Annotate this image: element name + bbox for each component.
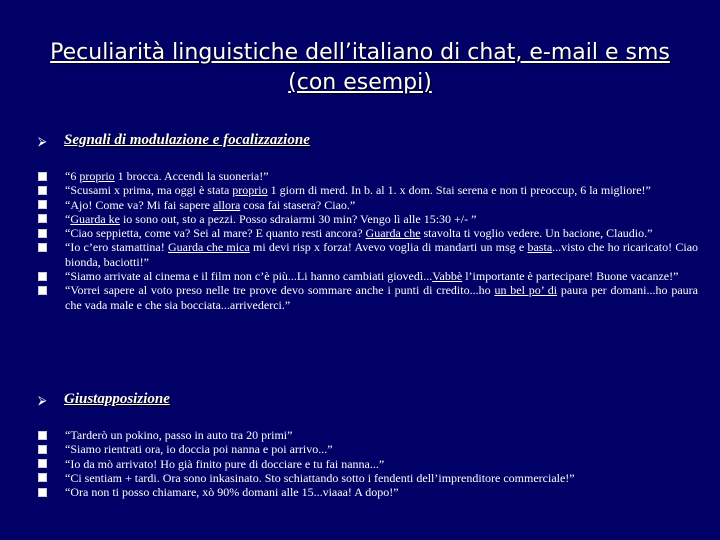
square-bullet-icon xyxy=(38,488,47,497)
arrow-bullet-icon: ⮚ xyxy=(38,392,47,407)
arrow-bullet-icon: ⮚ xyxy=(38,133,47,148)
list-item xyxy=(38,471,698,485)
list-item-text: “Ajo! Come va? Mi fai sapere allora cosa fai stasera? Ciao.” xyxy=(65,197,356,212)
square-bullet-icon xyxy=(38,286,47,295)
list-item xyxy=(38,183,698,197)
list-item-text: “Tarderò un pokino, passo in auto tra 20 primi” xyxy=(65,428,293,442)
list-item xyxy=(38,442,698,456)
slide-title xyxy=(40,38,680,98)
slide-title-line2: (con esempi) xyxy=(288,70,432,95)
list-item-text: “Scusami x prima, ma oggi è stata proprio 1 giorn di merd. In b. al 1. x dom. Stai serena e non ti preoccup, 6 la migliore!” xyxy=(65,183,651,198)
list-item xyxy=(38,428,698,442)
list-item-text: “Io c’ero stamattina! Guarda che mica mi devi risp x forza! Avevo voglia di mandarti un msg e basta...visto che ho ricaricato! Ciao bionda, baciotti!” xyxy=(65,240,699,269)
section-header xyxy=(38,391,698,408)
list-item-text: “Siamo arrivate al cinema e il film non c’è più...Li hanno cambiati giovedì...Vabbè l’importante è partecipare! Buone vacanze!” xyxy=(65,269,679,284)
square-bullet-icon xyxy=(38,272,47,281)
list-item xyxy=(38,457,698,471)
list-item xyxy=(38,169,698,183)
list-item xyxy=(38,226,698,240)
section-modulazione xyxy=(38,132,698,312)
square-bullet-icon xyxy=(38,459,47,468)
square-bullet-icon xyxy=(38,473,47,482)
list-item xyxy=(38,240,698,269)
square-bullet-icon xyxy=(38,186,47,195)
square-bullet-icon xyxy=(38,431,47,440)
list-item-text: “Io da mò arrivato! Ho già finito pure di docciare e tu fai nanna...” xyxy=(65,456,385,471)
list-item-text: “Siamo rientrati ora, io doccia poi nanna e poi arrivo...” xyxy=(65,442,333,457)
list-item xyxy=(38,269,698,283)
list-item-text: “Ci sentiam + tardi. Ora sono inkasinato. Sto schiattando sotto i fendenti dell’imprenditore commerciale!” xyxy=(65,470,575,485)
list-item xyxy=(38,212,698,226)
item-list xyxy=(38,428,698,499)
square-bullet-icon xyxy=(38,243,47,252)
list-item-text: “Guarda ke io sono out, sto a pezzi. Posso sdraiarmi 30 min? Vengo lì alle 15:30 +/- ” xyxy=(65,211,477,226)
slide-title-line1: Peculiarità linguistiche dell’italiano di chat, e-mail e sms xyxy=(50,40,670,65)
list-item-text: “Vorrei sapere al voto preso nelle tre prove devo sommare anche i punti di credito...ho un bel po’ di paura per domani...ho paura che vada male e che sia bocciata...arrivederci.” xyxy=(65,283,698,312)
list-item xyxy=(38,485,698,499)
square-bullet-icon xyxy=(38,229,47,238)
square-bullet-icon xyxy=(38,172,47,181)
list-item-text: “6 proprio 1 brocca. Accendi la suoneria!” xyxy=(65,169,269,183)
square-bullet-icon xyxy=(38,214,47,223)
section-title: Giustapposizione xyxy=(64,391,170,407)
list-item xyxy=(38,198,698,212)
section-giustapposizione xyxy=(38,391,698,499)
item-list xyxy=(38,169,698,312)
square-bullet-icon xyxy=(38,200,47,209)
section-header xyxy=(38,132,698,149)
section-title: Segnali di modulazione e focalizzazione xyxy=(64,132,310,148)
list-item-text: “Ciao seppietta, come va? Sei al mare? E quanto resti ancora? Guarda che stavolta ti voglio vedere. Un bacione, Claudio.” xyxy=(65,226,653,241)
list-item-text: “Ora non ti posso chiamare, xò 90% domani alle 15...viaaa! A dopo!” xyxy=(65,485,399,500)
square-bullet-icon xyxy=(38,445,47,454)
list-item xyxy=(38,283,698,312)
